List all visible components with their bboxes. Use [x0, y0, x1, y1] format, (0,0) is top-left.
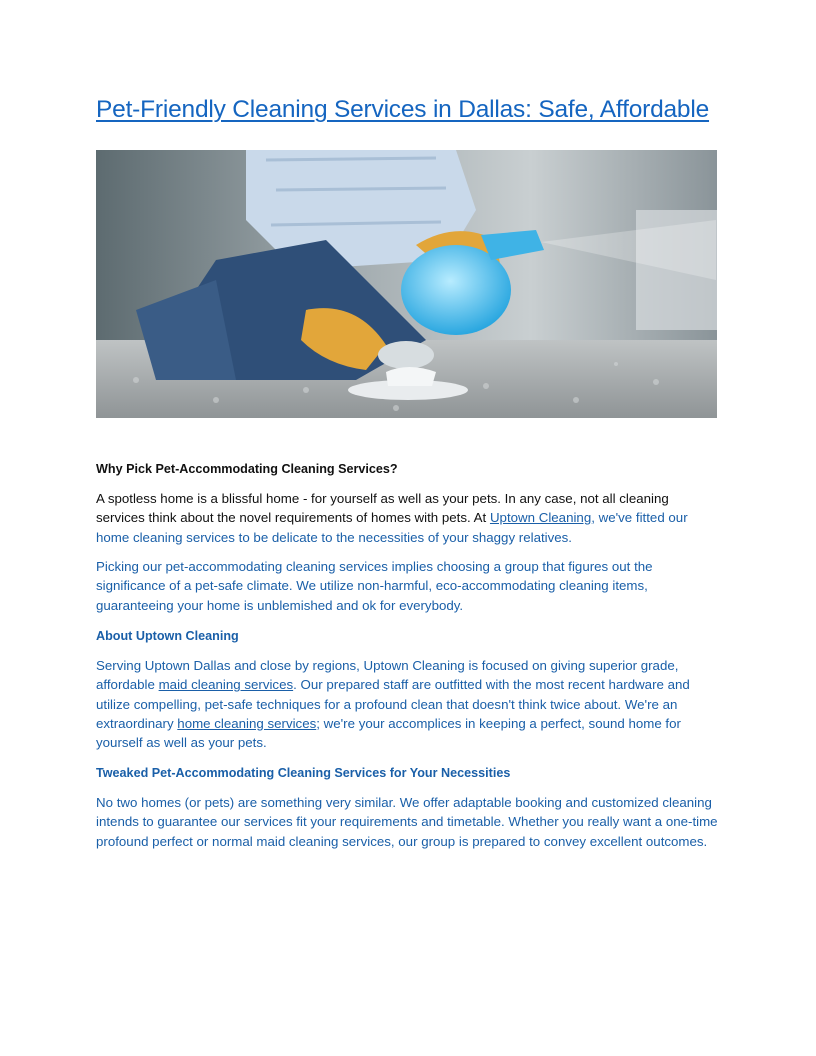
paragraph-pet-safe: Picking our pet-accommodating cleaning services implies choosing a group that figures out the significance of a pet-safe climate. We utilize non-harmful, eco-accommodating cleaning items, guaranteeing your home is unblemished and ok for everybody. — [96, 559, 653, 613]
section-heading-about: About Uptown Cleaning — [96, 629, 239, 643]
home-cleaning-services-link[interactable]: home cleaning services — [177, 715, 317, 731]
paragraph-intro-text: A spotless home is a blissful home - for yourself as well as your pets. In any case, not all cleaning services think about the novel requirements of homes with pets. At — [96, 491, 669, 526]
paragraph-intro-end: , we've fitted our home cleaning services to be delicate to the necessities of your shaggy relatives. — [96, 510, 688, 545]
paragraph-intro — [96, 489, 720, 547]
paragraph-about-start: Serving Uptown Dallas and close by regions, Uptown Cleaning is focused on giving superior grade, affordable — [96, 658, 679, 693]
uptown-cleaning-link[interactable]: Uptown Cleaning — [489, 510, 592, 526]
paragraph-about-end: ; we're your accomplices in keeping a perfect, sound home for yourself as well as your pets. — [96, 715, 681, 751]
cleaning-photo-icon — [96, 150, 717, 418]
section-heading-tweaked: Tweaked Pet-Accommodating Cleaning Services for Your Necessities — [96, 766, 511, 780]
paragraph-about-mid: . Our prepared staff are outfitted with the most recent hardware and utilize compelling, pet-safe techniques for a profound clean that doesn't think twice about. We're an extraordinary — [96, 677, 690, 731]
page-title[interactable]: Pet-Friendly Cleaning Services in Dallas: Safe, Affordable — [96, 96, 710, 123]
paragraph-about — [96, 656, 720, 752]
maid-cleaning-services-link[interactable]: maid cleaning services — [158, 677, 294, 693]
paragraph-customized: No two homes (or pets) are something very similar. We offer adaptable booking and customized cleaning intends to guarantee our services fit your requirements and timetable. Whether you really want a one-time profound perfect or normal maid cleaning services, our group is prepared to convey excellent outcomes. — [96, 795, 718, 849]
section-heading-why-pick: Why Pick Pet-Accommodating Cleaning Services? — [96, 462, 398, 476]
